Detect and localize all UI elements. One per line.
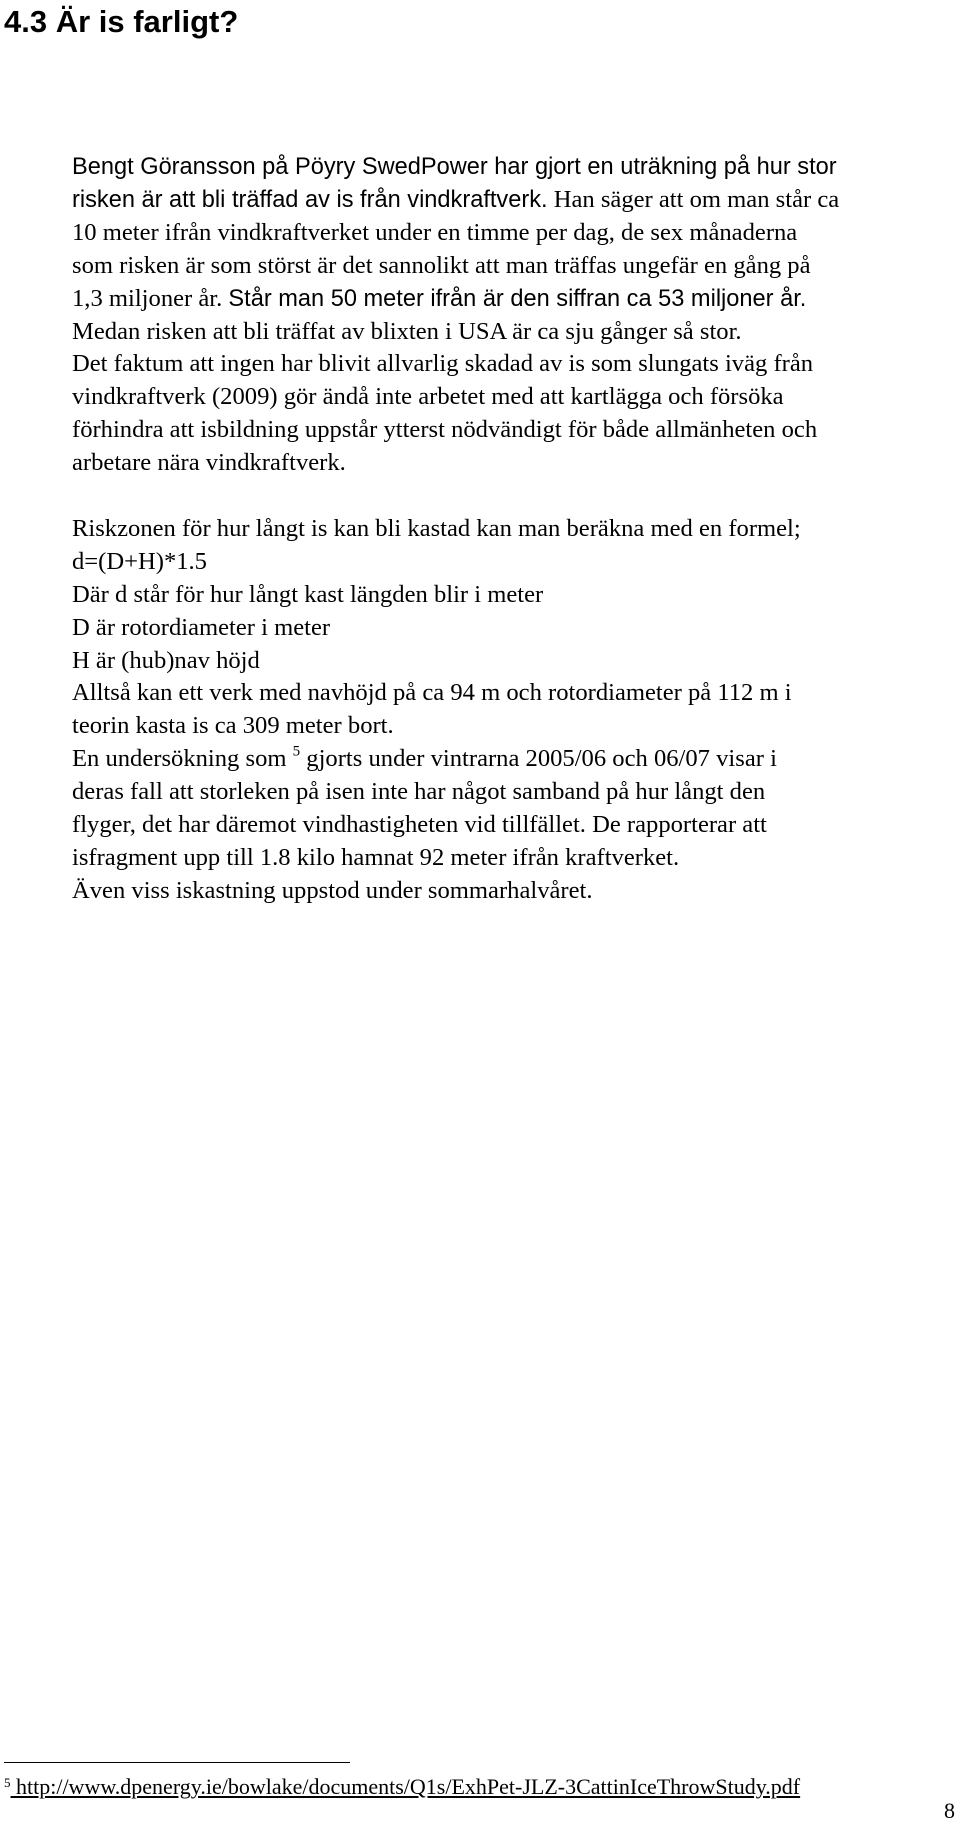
- formula-line: d=(D+H)*1.5: [72, 547, 207, 575]
- footnote-number: 5: [4, 1774, 11, 1790]
- text-span: Står man 50 meter ifrån är den siffran ca 53 miljoner år.: [228, 285, 807, 312]
- page-number: 8: [944, 1798, 955, 1823]
- text-span: En undersökning som: [72, 745, 293, 773]
- text-line: Även viss iskastning uppstod under sommarhalvåret.: [72, 876, 593, 904]
- text-line: [72, 184, 952, 217]
- section-heading: 4.3 Är is farligt?: [4, 4, 239, 39]
- text-line: vindkraftverk (2009) gör ändå inte arbetet med att kartlägga och försöka: [72, 383, 784, 411]
- text-line: Det faktum att ingen har blivit allvarlig skadad av is som slungats iväg från: [72, 350, 814, 378]
- text-line: som risken är som störst är det sannolikt att man träffas ungefär en gång på: [72, 251, 811, 279]
- text-line: [72, 283, 952, 316]
- text-line: Bengt Göransson på Pöyry SwedPower har gjort en uträkning på hur stor: [72, 154, 837, 180]
- text-line: Riskzonen för hur långt is kan bli kastad kan man beräkna med en formel;: [72, 514, 801, 542]
- text-span: 1,3 miljoner år.: [72, 284, 223, 312]
- text-line: 10 meter ifrån vindkraftverket under en timme per dag, de sex månaderna: [72, 218, 798, 246]
- body-text: [72, 151, 952, 908]
- text-span: Han säger att om man står ca: [547, 185, 840, 213]
- text-line: isfragment upp till 1.8 kilo hamnat 92 meter ifrån kraftverket.: [72, 844, 680, 872]
- text-line: D är rotordiameter i meter: [72, 613, 331, 641]
- footnote-divider: [4, 1762, 350, 1763]
- text-span: gjorts under vintrarna 2005/06 och 06/07 visar i: [300, 745, 777, 773]
- text-line: Där d står för hur långt kast längden blir i meter: [72, 580, 544, 608]
- text-line: Medan risken att bli träffat av blixten i USA är ca sju gånger så stor.: [72, 317, 742, 345]
- text-line: teorin kasta is ca 309 meter bort.: [72, 712, 394, 740]
- text-line: [72, 743, 952, 776]
- text-span: risken är att bli träffad av is från vindkraftverk.: [72, 186, 548, 213]
- text-line: förhindra att isbildning uppstår ytterst nödvändigt för både allmänheten och: [72, 416, 818, 444]
- text-line: H är (hub)nav höjd: [72, 646, 260, 674]
- footnote: [4, 1773, 800, 1801]
- text-line: deras fall att storleken på isen inte har något samband på hur långt den: [72, 778, 766, 806]
- footnote-link[interactable]: http://www.dpenergy.ie/bowlake/documents/Q1s/ExhPet-JLZ-3CattinIceThrowStudy.pdf: [10, 1774, 801, 1799]
- text-line: arbetare nära vindkraftverk.: [72, 449, 346, 477]
- paragraph-gap: [72, 480, 952, 513]
- text-line: Alltså kan ett verk med navhöjd på ca 94 m och rotordiameter på 112 m i: [72, 679, 792, 707]
- text-line: flyger, det har däremot vindhastigheten vid tillfället. De rapporterar att: [72, 811, 767, 839]
- footnote-reference[interactable]: 5: [292, 743, 301, 760]
